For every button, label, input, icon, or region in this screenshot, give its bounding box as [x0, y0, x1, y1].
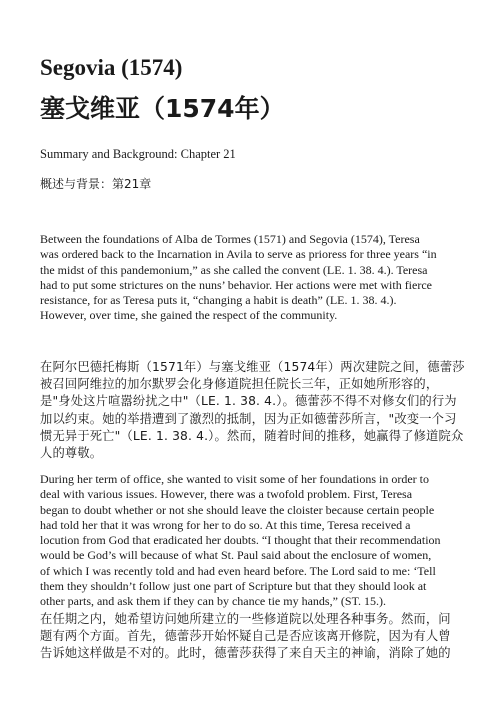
- text-line: would be God’s will because of what St. Paul said about the enclosure of women,: [40, 548, 432, 563]
- paragraph-1-english: [40, 232, 470, 324]
- summary-heading-chinese: 概述与背景：第21章: [40, 177, 152, 191]
- text-line: locution from God that eradicated her doubts. “I thought that their recommendation: [40, 533, 441, 548]
- text-line: resistance, for as Teresa puts it, “changing a habit is death” (LE. 1. 38. 4.).: [40, 293, 397, 308]
- text-line: had to put some strictures on the nuns’ behavior. Her actions were met with fierce: [40, 277, 432, 292]
- text-line: 题有两个方面。首先，德蕾莎开始怀疑自己是否应该离开修院，因为有人曾: [40, 629, 451, 644]
- text-line: the midst of this pandemonium,” as she called the convent (LE. 1. 38. 4.). Teresa: [40, 262, 428, 277]
- text-line: 被召回阿维拉的加尔默罗会化身修道院担任院长三年，正如她所形容的，: [40, 377, 439, 392]
- text-line: began to doubt whether or not she should leave the cloister because certain people: [40, 502, 435, 517]
- text-line: 加以约束。她的举措遭到了激烈的抵制，因为正如德蕾莎所言，"改变一个习: [40, 411, 457, 426]
- text-line: 在任期之内，她希望访问她所建立的一些修道院以处理各种事务。然而，问: [40, 612, 451, 626]
- title-chinese: 塞戈维亚（1574年）: [40, 94, 285, 123]
- paragraph-2-chinese: [40, 611, 470, 663]
- text-line: 告诉她这样做是不对的。此时，德蕾莎获得了来自天主的神谕，消除了她的: [40, 646, 451, 661]
- text-line: However, over time, she gained the respect of the community.: [40, 308, 338, 323]
- text-line: deal with various issues. However, there was a twofold problem. First, Teresa: [40, 487, 413, 502]
- summary-heading-english: Summary and Background: Chapter 21: [40, 147, 236, 161]
- text-line: 是"身处这片喧嚣纷扰之中"（LE. 1. 38. 4.）。德蕾莎不得不对修女们的行为: [40, 394, 457, 409]
- text-line: was ordered back to the Incarnation in Avila to serve as prioress for three years “in: [40, 247, 437, 262]
- title-english: Segovia (1574): [40, 55, 183, 80]
- text-line: During her term of office, she wanted to visit some of her foundations in order to: [40, 472, 430, 486]
- paragraph-2-english: [40, 472, 470, 610]
- text-line: 惯无异于死亡"（LE. 1. 38. 4.）。然而，随着时间的推移，她赢得了修道院众: [40, 428, 464, 443]
- text-line: 在阿尔巴德托梅斯（1571年）与塞戈维亚（1574年）两次建院之间，德蕾莎: [40, 360, 465, 374]
- paragraph-1-chinese: [40, 359, 470, 462]
- text-line: of which I was recently told and had even heard before. The Lord said to me: ‘Tell: [40, 563, 436, 578]
- text-line: other parts, and ask them if they can by chance tie my hands,” (ST. 15.).: [40, 594, 387, 609]
- text-line: Between the foundations of Alba de Tormes (1571) and Segovia (1574), Teresa: [40, 232, 420, 246]
- text-line: 人的尊敬。: [40, 446, 103, 461]
- text-line: had told her that it was wrong for her to do so. At this time, Teresa received a: [40, 517, 411, 532]
- text-line: them they shouldn’t follow just one part of Scripture but that they should look at: [40, 579, 427, 594]
